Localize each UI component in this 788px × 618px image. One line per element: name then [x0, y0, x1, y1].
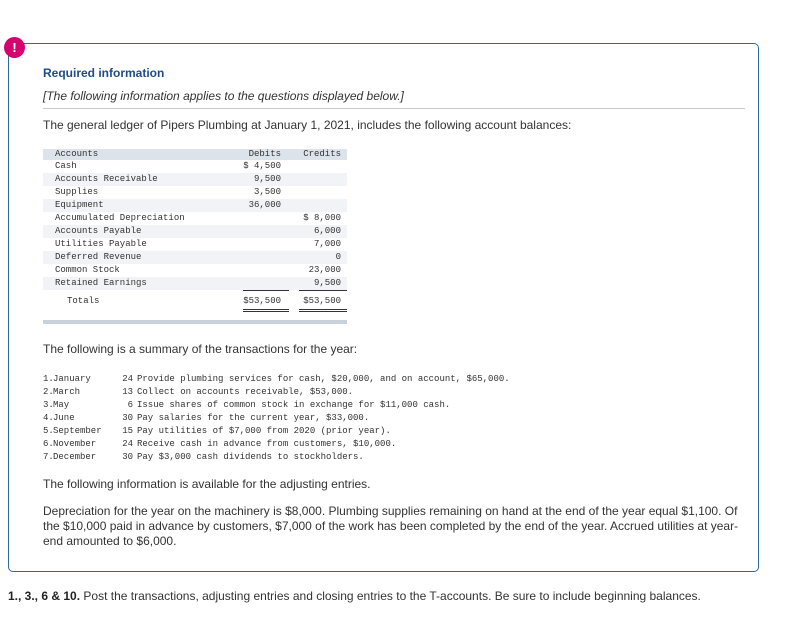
table-row — [43, 277, 347, 290]
table-row — [43, 160, 347, 173]
item-month: December — [53, 452, 97, 462]
item-index: 6. — [43, 439, 54, 449]
item-index: 2. — [43, 387, 54, 397]
credits-header: Credits — [303, 149, 341, 159]
item-month: June — [53, 413, 75, 423]
table-row — [43, 225, 347, 238]
divider — [43, 108, 745, 109]
account-name: Common Stock — [55, 265, 120, 275]
debit-value: 3,500 — [253, 187, 281, 197]
applies-note: [The following information applies to the questions displayed below.] — [43, 89, 404, 103]
item-description: Receive cash in advance from customers, $10,000. — [137, 439, 397, 449]
table-row — [43, 173, 347, 186]
totals-row — [43, 295, 347, 308]
ledger-intro: The general ledger of Pipers Plumbing at January 1, 2021, includes the following account balances: — [43, 118, 572, 132]
account-name: Equipment — [55, 200, 104, 210]
debit-value: 36,000 — [248, 200, 281, 210]
panel-title: Required information — [43, 66, 165, 80]
transactions-intro: The following is a summary of the transactions for the year: — [43, 342, 358, 356]
question-text: Post the transactions, adjusting entries and closing entries to the T-accounts. Be sure to include beginning balances. — [83, 589, 701, 603]
adjusting-details: Depreciation for the year on the machinery is $8,000. Plumbing supplies remaining on hand at the end of the year equal $1,100. Of the $10,000 paid in advance by customers, $7,000 of the work has been completed by the end of the year. Accrued utilities at year-end amounted to $6,000. — [43, 504, 739, 548]
table-row — [43, 264, 347, 277]
item-day: 6 — [127, 400, 133, 410]
item-description: Provide plumbing services for cash, $20,000, and on account, $65,000. — [137, 374, 510, 384]
adjusting-intro: The following information is available for the adjusting entries. — [43, 477, 371, 491]
table-row — [43, 251, 347, 264]
item-description: Pay salaries for the current year, $33,000. — [137, 413, 370, 423]
item-index: 1. — [43, 374, 54, 384]
item-month: November — [53, 439, 97, 449]
subtotal-rule — [299, 290, 347, 291]
account-name: Retained Earnings — [55, 278, 147, 288]
table-row — [43, 199, 347, 212]
item-description: Pay $3,000 cash dividends to stockholders. — [137, 452, 364, 462]
subtotal-rule — [243, 290, 289, 291]
debit-value: $ 4,500 — [243, 161, 281, 171]
item-day: 13 — [122, 387, 133, 397]
question-prompt — [8, 589, 701, 603]
table-row — [43, 186, 347, 199]
item-month: March — [53, 387, 81, 397]
required-information-panel — [8, 43, 759, 572]
item-description: Issue shares of common stock in exchange for $11,000 cash. — [137, 400, 451, 410]
debits-header: Debits — [248, 149, 281, 159]
total-double-rule — [243, 309, 289, 312]
credit-value: 0 — [335, 252, 341, 262]
table-row — [43, 212, 347, 225]
total-credits: $53,500 — [303, 296, 341, 306]
account-name: Supplies — [55, 187, 99, 197]
total-double-rule — [299, 309, 347, 312]
item-month: September — [53, 426, 102, 436]
accounts-header: Accounts — [55, 149, 99, 159]
account-name: Deferred Revenue — [55, 252, 142, 262]
debit-value: 9,500 — [253, 174, 281, 184]
account-name: Utilities Payable — [55, 239, 147, 249]
account-name: Accumulated Depreciation — [55, 213, 185, 223]
table-footer-bar — [43, 320, 347, 324]
alert-icon: ! — [4, 37, 25, 58]
total-debits: $53,500 — [243, 296, 281, 306]
credit-value: $ 8,000 — [303, 213, 341, 223]
item-index: 4. — [43, 413, 54, 423]
account-name: Accounts Receivable — [55, 174, 158, 184]
account-name: Accounts Payable — [55, 226, 142, 236]
item-month: May — [53, 400, 70, 410]
item-day: 30 — [122, 413, 133, 423]
credit-value: 9,500 — [313, 278, 341, 288]
item-description: Pay utilities of $7,000 from 2020 (prior year). — [137, 426, 391, 436]
credit-value: 23,000 — [308, 265, 341, 275]
item-day: 30 — [122, 452, 133, 462]
credit-value: 7,000 — [313, 239, 341, 249]
item-day: 15 — [122, 426, 133, 436]
table-row — [43, 238, 347, 251]
totals-label: Totals — [67, 296, 100, 306]
account-name: Cash — [55, 161, 77, 171]
item-index: 3. — [43, 400, 54, 410]
item-day: 24 — [122, 374, 133, 384]
item-month: January — [53, 374, 91, 384]
item-description: Collect on accounts receivable, $53,000. — [137, 387, 354, 397]
item-index: 5. — [43, 426, 54, 436]
item-day: 24 — [122, 439, 133, 449]
credit-value: 6,000 — [313, 226, 341, 236]
question-number: 1., 3., 6 & 10. — [8, 589, 81, 603]
item-index: 7. — [43, 452, 54, 462]
